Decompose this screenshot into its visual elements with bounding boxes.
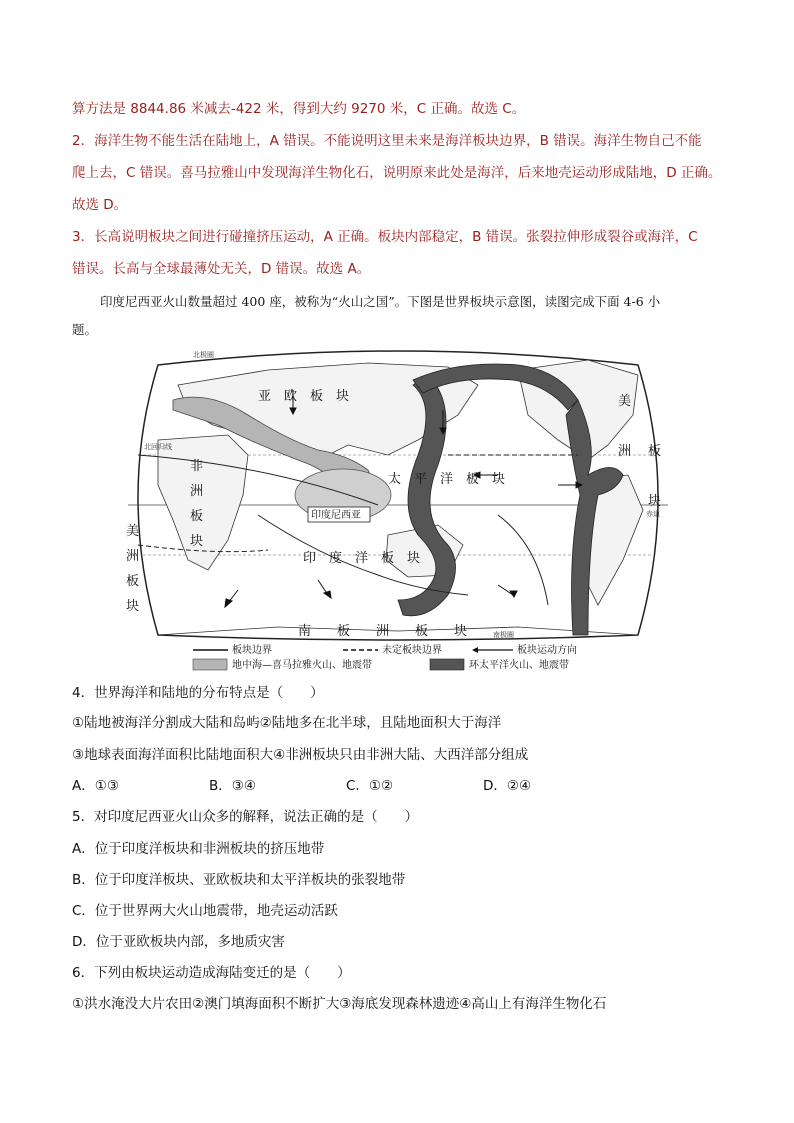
q5-option-a[interactable]: A．位于印度洋板块和非洲板块的挤压地带 xyxy=(72,841,325,857)
legend-boundary-label: 板块边界 xyxy=(232,645,272,656)
pacific-plate-label: 太 平 洋 板 块 xyxy=(388,472,506,487)
world-plate-map xyxy=(118,345,678,675)
answer-line-3: 爬上去，C 错误。喜马拉雅山中发现海洋生物化石，说明原来此处是海洋，后来地壳运动形成陆地，D 正确。 xyxy=(72,165,722,181)
svg-text:洲: 洲 xyxy=(126,549,140,564)
q6-stem: 6．下列由板块运动造成海陆变迁的是（ ） xyxy=(72,965,351,981)
svg-text:美: 美 xyxy=(618,394,632,409)
tropic-label: 北回归线 xyxy=(144,443,172,451)
answer-line-2: 2．海洋生物不能生活在陆地上，A 错误。不能说明这里未来是海洋板块边界，B 错误。海洋生物自己不能 xyxy=(72,133,702,149)
legend-med-label: 地中海—喜马拉雅火山、地震带 xyxy=(232,660,372,671)
equator-label: 赤道 xyxy=(646,510,660,518)
svg-text:非: 非 xyxy=(190,459,204,474)
svg-text:洲: 洲 xyxy=(618,444,632,459)
svg-text:美: 美 xyxy=(126,524,140,539)
q4-option-c[interactable]: C．①② xyxy=(346,778,394,794)
q4-stem: 4．世界海洋和陆地的分布特点是（ ） xyxy=(72,685,324,701)
map-legend xyxy=(193,643,577,671)
q4-option-b[interactable]: B．③④ xyxy=(209,778,256,794)
antarctic-circle-label: 南极圈 xyxy=(493,631,514,639)
svg-text:板: 板 xyxy=(190,509,204,524)
indian-plate-label: 印 度 洋 板 块 xyxy=(303,551,421,566)
answer-line-1: 算方法是 8844.86 米减去-422 米，得到大约 9270 米，C 正确。故选 C。 xyxy=(72,101,526,117)
antarctic-plate-label: 南 板 洲 板 块 xyxy=(298,624,468,639)
q4-option-d[interactable]: D．②④ xyxy=(483,778,532,794)
q4-statement-2: ③地球表面海洋面积比陆地面积大④非洲板块只由非洲大陆、大西洋部分组成 xyxy=(72,747,529,763)
answer-line-4: 故选 D。 xyxy=(72,197,128,213)
answer-line-5: 3．长高说明板块之间进行碰撞挤压运动，A 正确。板块内部稳定，B 错误。张裂拉伸形成裂谷或海洋，C xyxy=(72,229,698,245)
intro-line-1: 印度尼西亚火山数量超过 400 座，被称为“火山之国”。下图是世界板块示意图，读图完成下面 4-6 小 xyxy=(100,294,661,309)
svg-text:块: 块 xyxy=(190,534,204,549)
svg-text:块: 块 xyxy=(126,599,140,614)
answer-line-6: 错误。长高与全球最薄处无关，D 错误。故选 A。 xyxy=(72,261,371,277)
america-plate-label-left xyxy=(126,524,139,614)
indonesia-label: 印度尼西亚 xyxy=(311,510,361,521)
eurasia-plate-label: 亚 欧 板 块 xyxy=(258,389,350,404)
svg-text:洲: 洲 xyxy=(190,484,204,499)
legend-med-swatch xyxy=(193,659,227,670)
svg-text:板: 板 xyxy=(648,444,662,459)
svg-text:块: 块 xyxy=(648,494,662,509)
q5-option-c[interactable]: C．位于世界两大火山地震带，地壳运动活跃 xyxy=(72,903,338,919)
q5-option-d[interactable]: D．位于亚欧板块内部，多地质灾害 xyxy=(72,934,285,950)
legend-pacific-label: 环太平洋火山、地震带 xyxy=(469,660,569,671)
q4-statement-1: ①陆地被海洋分割成大陆和岛屿②陆地多在北半球，且陆地面积大于海洋 xyxy=(72,715,502,731)
legend-pacific-swatch xyxy=(430,659,464,670)
q6-statements: ①洪水淹没大片农田②澳门填海面积不断扩大③海底发现森林遗迹④高山上有海洋生物化石 xyxy=(72,996,607,1012)
legend-uncertain-label: 未定板块边界 xyxy=(382,645,442,656)
svg-text:板: 板 xyxy=(126,574,140,589)
q5-stem: 5．对印度尼西亚火山众多的解释，说法正确的是（ ） xyxy=(72,809,419,825)
q4-option-a[interactable]: A．①③ xyxy=(72,778,119,794)
q4-options xyxy=(72,776,732,796)
legend-direction-label: 板块运动方向 xyxy=(517,645,577,656)
legend-direction-arrowhead xyxy=(472,647,478,653)
q5-option-b[interactable]: B．位于印度洋板块、亚欧板块和太平洋板块的张裂地带 xyxy=(72,872,406,888)
intro-line-2: 题。 xyxy=(72,322,98,337)
arctic-circle-label: 北极圈 xyxy=(193,351,214,359)
